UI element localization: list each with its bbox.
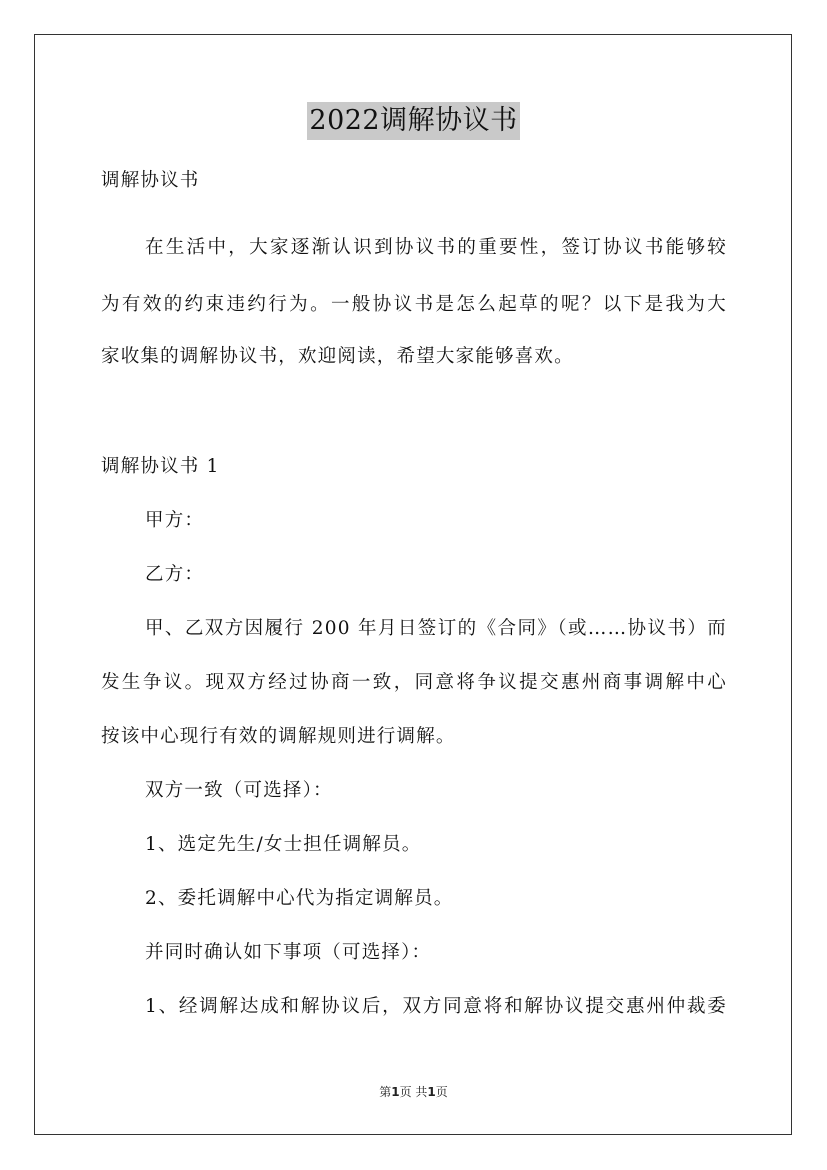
- footer-page-number: 1: [391, 1085, 400, 1099]
- paragraph-1-line-2: 发生争议。现双方经过协商一致，同意将争议提交惠州商事调解中心: [101, 672, 727, 693]
- intro-line-2: 为有效的约束违约行为。一般协议书是怎么起草的呢？以下是我为大: [101, 294, 727, 315]
- document-title: 2022调解协议书: [307, 102, 519, 140]
- option-1-line: 1、选定先生/女士担任调解员。: [145, 834, 422, 855]
- option-2-line: 2、委托调解中心代为指定调解员。: [145, 888, 454, 909]
- title-container: [0, 102, 827, 140]
- subtitle-line: 调解协议书: [101, 170, 200, 191]
- intro-line-1: 在生活中，大家逐渐认识到协议书的重要性，签订协议书能够较: [145, 237, 727, 258]
- footer-suffix: 页: [435, 1085, 448, 1099]
- party-a-line: 甲方：: [145, 510, 205, 531]
- paragraph-1-line-1: 甲、乙双方因履行 200 年月日签订的《合同》（或……协议书）而: [145, 618, 727, 639]
- footer-total-pages: 1: [427, 1085, 436, 1099]
- consensus-line: 双方一致（可选择）：: [145, 780, 333, 801]
- party-b-line: 乙方：: [145, 564, 205, 585]
- page-footer: [0, 1083, 827, 1100]
- section-heading: 调解协议书 1: [101, 456, 220, 477]
- confirm-1-line: 1、经调解达成和解协议后，双方同意将和解协议提交惠州仲裁委: [145, 996, 727, 1017]
- intro-line-3: 家收集的调解协议书，欢迎阅读，希望大家能够喜欢。: [101, 346, 574, 367]
- footer-middle: 页 共: [399, 1085, 428, 1099]
- confirm-line: 并同时确认如下事项（可选择）：: [145, 942, 432, 963]
- paragraph-1-line-3: 按该中心现行有效的调解规则进行调解。: [101, 726, 456, 747]
- footer-prefix: 第: [379, 1085, 392, 1099]
